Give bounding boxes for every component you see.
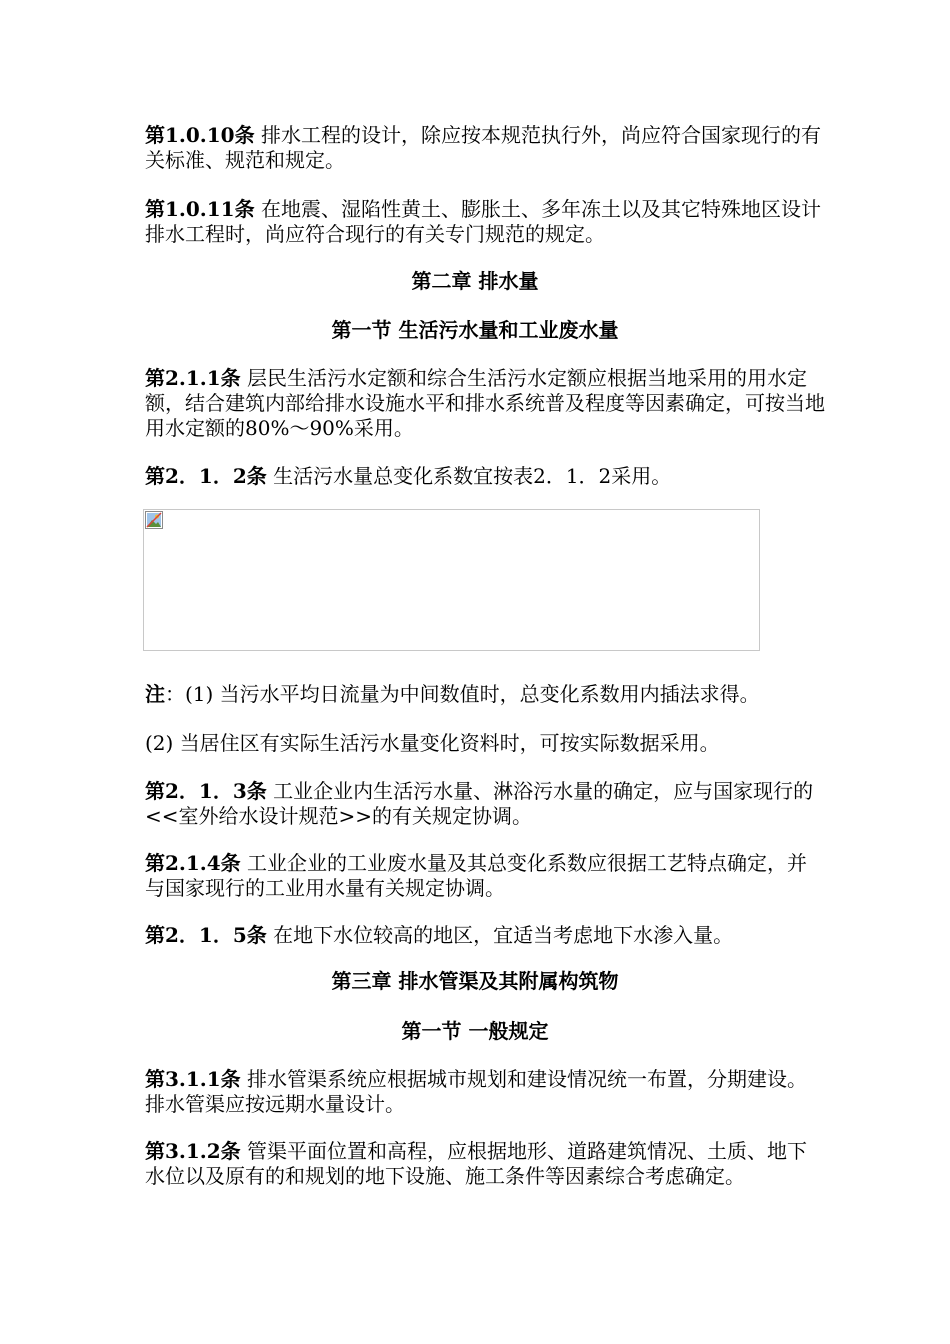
article-2-1-3 xyxy=(145,779,825,829)
article-text: 排水工程的设计，除应按本规范执行外，尚应符合国家现行的有关标准、规范和规定。 xyxy=(145,123,821,172)
article-2-1-4 xyxy=(145,851,825,901)
article-number: 第3.1.1条 xyxy=(145,1067,241,1091)
article-1-0-11 xyxy=(145,197,825,247)
article-text: 工业企业的工业废水量及其总变化系数应很据工艺特点确定，并与国家现行的工业用水量有关规定协调。 xyxy=(145,851,808,900)
broken-image-icon xyxy=(145,511,163,529)
article-text: 工业企业内生活污水量、淋浴污水量的确定，应与国家现行的<<室外给水设计规范>>的有关规定协调。 xyxy=(145,779,814,828)
article-text: 在地下水位较高的地区，宜适当考虑地下水渗入量。 xyxy=(266,923,734,947)
note-2 xyxy=(145,731,825,756)
note-text: (2) 当居住区有实际生活污水量变化资料时，可按实际数据采用。 xyxy=(145,731,720,755)
article-text: 生活污水量总变化系数宜按表2．1．2采用。 xyxy=(266,464,672,488)
section-heading: 第一节 生活污水量和工业废水量 xyxy=(331,318,619,342)
article-text: 层民生活污水定额和综合生活污水定额应根据当地采用的用水定额，结合建筑内部给排水设施水平和排水系统普及程度等因素确定，可按当地用水定额的80%～90%采用。 xyxy=(145,366,825,440)
article-3-1-2 xyxy=(145,1139,825,1189)
article-number: 第1.0.11条 xyxy=(145,197,255,221)
table-image-placeholder xyxy=(143,509,760,651)
note-1 xyxy=(145,682,760,707)
section-heading: 第一节 一般规定 xyxy=(401,1019,549,1043)
article-number: 第3.1.2条 xyxy=(145,1139,241,1163)
article-2-1-1 xyxy=(145,366,825,441)
article-text: 管渠平面位置和高程，应根据地形、道路建筑情况、土质、地下水位以及原有的和规划的地下设施、施工条件等因素综合考虑确定。 xyxy=(145,1139,808,1188)
note-label: 注 xyxy=(145,682,165,706)
article-1-0-10 xyxy=(145,123,825,173)
article-text: 排水管渠系统应根据城市规划和建设情况统一布置，分期建设。排水管渠应按远期水量设计。 xyxy=(145,1067,808,1116)
article-number: 第1.0.10条 xyxy=(145,123,255,147)
chapter-heading: 第三章 排水管渠及其附属构筑物 xyxy=(331,969,619,993)
article-number: 第2．1．5条 xyxy=(145,923,267,947)
article-number: 第2．1．2条 xyxy=(145,464,267,488)
chapter-heading: 第二章 排水量 xyxy=(411,269,539,293)
article-number: 第2.1.4条 xyxy=(145,851,241,875)
article-3-1-1 xyxy=(145,1067,825,1117)
note-text: ：(1) 当污水平均日流量为中间数值时，总变化系数用内插法求得。 xyxy=(165,682,760,706)
article-2-1-2 xyxy=(145,464,825,489)
article-number: 第2.1.1条 xyxy=(145,366,241,390)
article-text: 在地震、湿陷性黄土、膨胀土、多年冻土以及其它特殊地区设计排水工程时，尚应符合现行的有关专门规范的规定。 xyxy=(145,197,821,246)
article-number: 第2．1．3条 xyxy=(145,779,267,803)
article-2-1-5 xyxy=(145,923,825,948)
